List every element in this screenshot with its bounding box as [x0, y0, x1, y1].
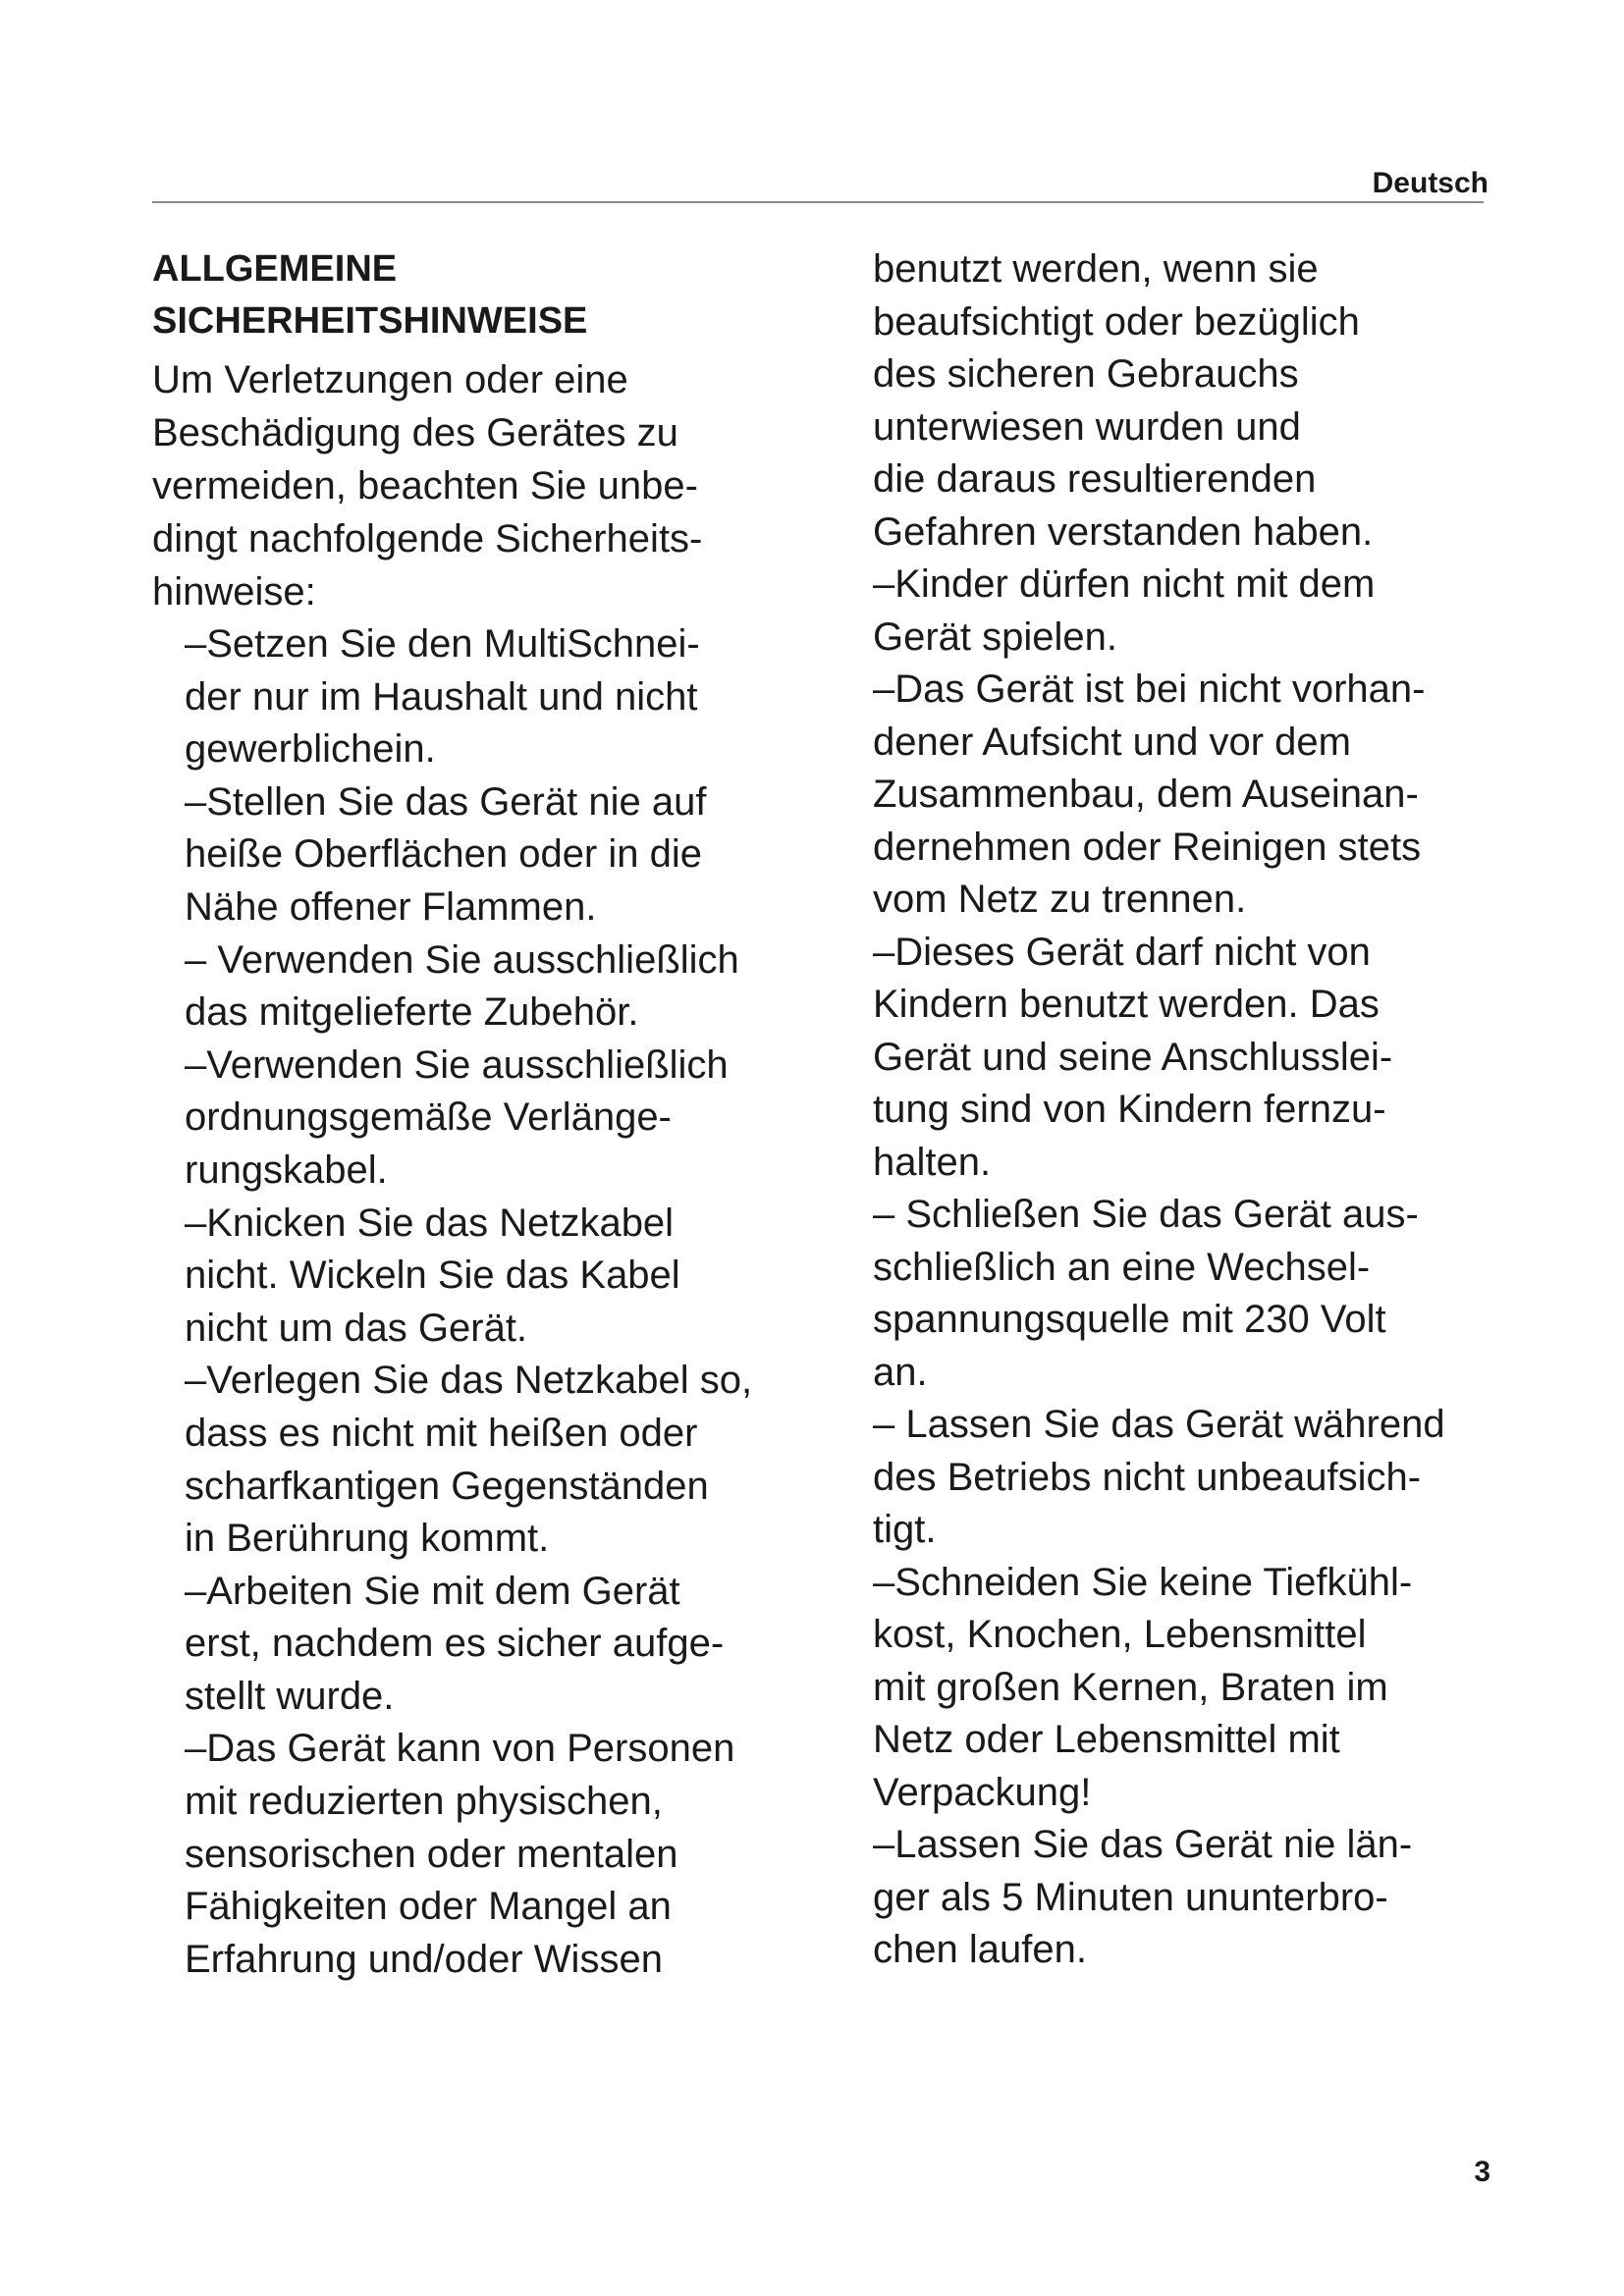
text-line: an.: [873, 1350, 928, 1394]
text-line: Fähigkeiten oder Mangel an: [185, 1885, 672, 1929]
text-line: tigt.: [873, 1508, 937, 1551]
text-line: –Verwenden Sie ausschließlich: [185, 1042, 729, 1087]
text-line: rungskabel.: [185, 1148, 388, 1192]
heading-line: SICHERHEITSHINWEISE: [152, 300, 588, 342]
text-line: chen laufen.: [873, 1928, 1087, 1971]
text-line: schließlich an eine Wechsel-: [873, 1245, 1371, 1289]
text-line: vom Netz zu trennen.: [873, 878, 1247, 921]
text-line: sensorischen oder mentalen: [185, 1832, 678, 1876]
page-number: 3: [1474, 2156, 1490, 2188]
text-line: –Arbeiten Sie mit dem Gerät: [185, 1569, 680, 1613]
right-column: [873, 243, 1541, 1977]
text-line: –Knicken Sie das Netzkabel: [185, 1201, 675, 1245]
text-line: benutzt werden, wenn sie: [873, 247, 1319, 291]
text-line: –Lassen Sie das Gerät nie län-: [873, 1823, 1413, 1866]
text-line: Erfahrung und/oder Wissen: [185, 1937, 663, 1981]
text-line: nicht. Wickeln Sie das Kabel: [185, 1254, 680, 1298]
text-line: mit großen Kernen, Braten im: [873, 1665, 1388, 1709]
text-line: hinweise:: [152, 570, 316, 614]
text-line: beaufsichtigt oder bezüglich: [873, 299, 1360, 344]
text-line: –Setzen Sie den MultiSchnei-: [185, 622, 700, 666]
text-line: –Verlegen Sie das Netzkabel so,: [185, 1359, 753, 1403]
text-line: des Betriebs nicht unbeaufsich-: [873, 1455, 1422, 1499]
text-line: –Dieses Gerät darf nicht von: [873, 930, 1371, 974]
text-line: tung sind von Kindern fernzu-: [873, 1088, 1386, 1131]
text-line: Kindern benutzt werden. Das: [873, 983, 1380, 1026]
text-line: Gefahren verstanden haben.: [873, 509, 1374, 554]
header-divider: [152, 201, 1484, 203]
text-line: –Das Gerät ist bei nicht vorhan-: [873, 667, 1426, 711]
heading-line: ALLGEMEINE: [152, 248, 398, 290]
text-line: Um Verletzungen oder eine: [152, 358, 628, 401]
text-line: –Kinder dürfen nicht mit dem: [873, 562, 1376, 606]
text-line: das mitgelieferte Zubehör.: [185, 990, 639, 1035]
text-line: in Berührung kommt.: [185, 1517, 550, 1561]
text-line: gewerblichein.: [185, 727, 436, 772]
header-language: Deutsch: [1372, 167, 1489, 199]
text-line: Verpackung!: [873, 1770, 1092, 1814]
text-line: nicht um das Gerät.: [185, 1306, 528, 1350]
text-line: Gerät spielen.: [873, 614, 1118, 659]
text-line: dernehmen oder Reinigen stets: [873, 825, 1422, 869]
text-line: dass es nicht mit heißen oder: [185, 1411, 698, 1455]
left-column: [152, 243, 839, 1986]
text-line: halten.: [873, 1140, 992, 1184]
text-line: kost, Knochen, Lebensmittel: [873, 1613, 1367, 1656]
text-line: unterwiesen wurden und: [873, 404, 1301, 449]
text-line: –Stellen Sie das Gerät nie auf: [185, 779, 707, 824]
text-line: heiße Oberflächen oder in die: [185, 832, 702, 877]
text-line: stellt wurde.: [185, 1674, 395, 1718]
text-line: ger als 5 Minuten ununterbro-: [873, 1875, 1388, 1919]
text-line: ordnungsgemäße Verlänge-: [185, 1095, 672, 1140]
safety-list: [152, 618, 839, 1986]
text-line: –Schneiden Sie keine Tiefkühl-: [873, 1560, 1413, 1604]
text-line: scharfkantigen Gegenständen: [185, 1464, 709, 1508]
text-line: die daraus resultierenden: [873, 457, 1317, 501]
text-line: Beschädigung des Gerätes zu: [152, 411, 678, 454]
text-line: mit reduzierten physischen,: [185, 1780, 663, 1824]
text-line: spannungsquelle mit 230 Volt: [873, 1298, 1386, 1341]
text-line: – Verwenden Sie ausschließlich: [185, 937, 739, 982]
text-line: des sicheren Gebrauchs: [873, 352, 1299, 396]
text-line: Gerät und seine Anschlusslei-: [873, 1035, 1393, 1079]
text-line: der nur im Haushalt und nicht: [185, 674, 698, 719]
text-line: dener Aufsicht und vor dem: [873, 720, 1351, 764]
section-heading: [152, 243, 839, 347]
text-line: Nähe offener Flammen.: [185, 884, 597, 929]
text-line: dingt nachfolgende Sicherheits-: [152, 517, 703, 561]
text-line: – Schließen Sie das Gerät aus-: [873, 1193, 1419, 1236]
text-line: Zusammenbau, dem Auseinan-: [873, 773, 1419, 816]
intro-paragraph: [152, 353, 839, 618]
text-line: Netz oder Lebensmittel mit: [873, 1718, 1340, 1761]
text-line: vermeiden, beachten Sie unbe-: [152, 464, 698, 507]
text-line: erst, nachdem es sicher aufge-: [185, 1622, 725, 1666]
text-line: – Lassen Sie das Gerät während: [873, 1403, 1445, 1446]
text-line: –Das Gerät kann von Personen: [185, 1727, 735, 1771]
